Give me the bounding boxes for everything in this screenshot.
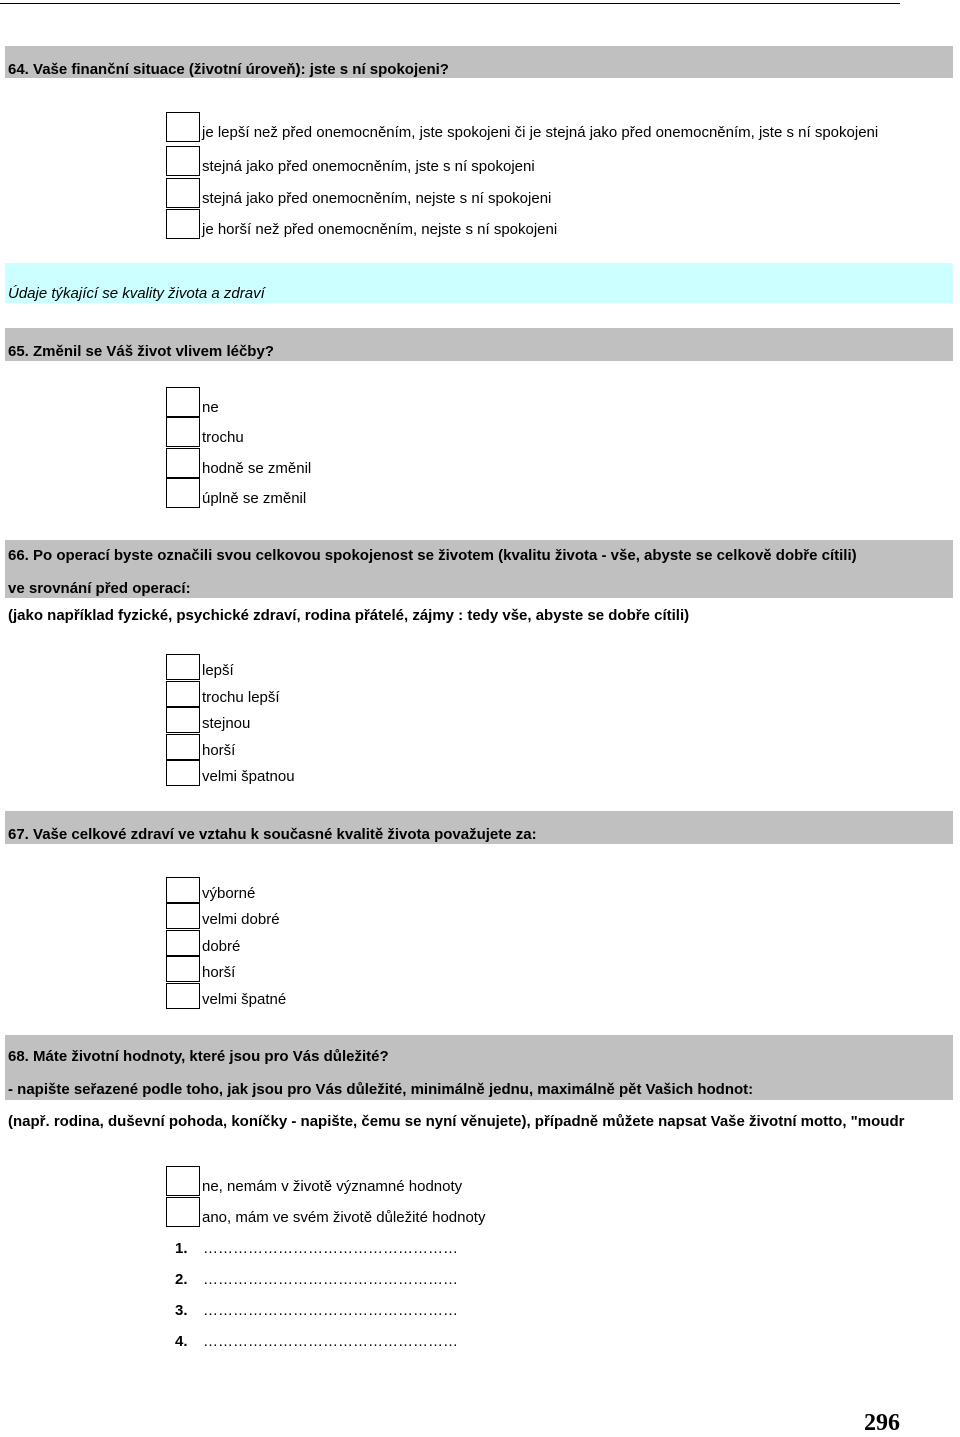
option-65-3[interactable] (166, 448, 926, 478)
question-subtitle-68: - napište seřazené podle toho, jak jsou pro Vás důležité, minimálně jednu, maximálně pět Vašich hodnot: (8, 1081, 754, 1098)
checkbox[interactable] (166, 1166, 200, 1196)
value-number: 1. (175, 1240, 188, 1257)
value-line-3[interactable] (175, 1302, 458, 1319)
checkbox[interactable] (166, 903, 200, 929)
option-label: velmi dobré (202, 911, 280, 928)
option-label: stejná jako před onemocněním, jste s ní spokojeni (202, 158, 535, 175)
option-label: ano, mám ve svém životě důležité hodnoty (202, 1209, 486, 1226)
checkbox[interactable] (166, 681, 200, 707)
option-label: hodně se změnil (202, 460, 312, 477)
question-title-64: 64. Vaše finanční situace (životní úroveň): jste s ní spokojeni? (8, 61, 449, 78)
option-label: úplně se změnil (202, 490, 307, 507)
option-64-4[interactable] (166, 209, 926, 239)
option-label: trochu lepší (202, 689, 280, 706)
option-label: výborné (202, 885, 256, 902)
top-rule (0, 3, 900, 4)
option-66-4[interactable] (166, 734, 926, 760)
checkbox[interactable] (166, 707, 200, 733)
question-note-66: (jako například fyzické, psychické zdraví, rodina přátelé, zájmy : tedy vše, abyste se dobře cítili) (8, 607, 690, 624)
option-label: velmi špatné (202, 991, 287, 1008)
checkbox[interactable] (166, 930, 200, 956)
option-label: dobré (202, 938, 241, 955)
value-dots: …………………………………………… (203, 1240, 458, 1257)
option-67-5[interactable] (166, 983, 926, 1009)
option-67-1[interactable] (166, 877, 926, 903)
option-68-1[interactable] (166, 1166, 926, 1196)
option-67-2[interactable] (166, 903, 926, 929)
checkbox[interactable] (166, 478, 200, 508)
checkbox[interactable] (166, 877, 200, 903)
checkbox[interactable] (166, 417, 200, 447)
option-label: horší (202, 742, 236, 759)
question-title-67: 67. Vaše celkové zdraví ve vztahu k současné kvalitě života považujete za: (8, 826, 537, 843)
option-67-4[interactable] (166, 956, 926, 982)
option-label: ne, nemám v životě významné hodnoty (202, 1178, 463, 1195)
checkbox[interactable] (166, 448, 200, 478)
option-label: ne (202, 399, 219, 416)
option-64-2[interactable] (166, 146, 926, 176)
checkbox[interactable] (166, 387, 200, 417)
option-66-5[interactable] (166, 760, 926, 786)
value-line-1[interactable] (175, 1240, 458, 1257)
page-number: 296 (864, 1410, 900, 1436)
question-title-65: 65. Změnil se Váš život vlivem léčby? (8, 343, 274, 360)
checkbox[interactable] (166, 760, 200, 786)
question-title-66: 66. Po operací byste označili svou celkovou spokojenost se životem (kvalitu života - vše, abyste se celkově dobře cítili) (8, 547, 857, 564)
question-note-68: (např. rodina, duševní pohoda, koníčky - napište, čemu se nyní věnujete), případně můžete napsat Vaše životní motto, "moudr (8, 1113, 905, 1130)
checkbox[interactable] (166, 734, 200, 760)
value-dots: …………………………………………… (203, 1333, 458, 1350)
value-dots: …………………………………………… (203, 1271, 458, 1288)
option-label: trochu (202, 429, 244, 446)
option-65-4[interactable] (166, 478, 926, 508)
option-label: lepší (202, 662, 234, 679)
option-68-2[interactable] (166, 1197, 926, 1227)
value-number: 2. (175, 1271, 188, 1288)
option-66-1[interactable] (166, 654, 926, 680)
question-title-68: 68. Máte životní hodnoty, které jsou pro Vás důležité? (8, 1048, 389, 1065)
option-66-3[interactable] (166, 707, 926, 733)
option-label: je horší než před onemocněním, nejste s ní spokojeni (202, 221, 558, 238)
value-dots: …………………………………………… (203, 1302, 458, 1319)
value-line-4[interactable] (175, 1333, 458, 1350)
option-64-1[interactable] (166, 112, 926, 142)
option-label: stejnou (202, 715, 251, 732)
option-66-2[interactable] (166, 681, 926, 707)
value-number: 3. (175, 1302, 188, 1319)
value-line-2[interactable] (175, 1271, 458, 1288)
option-label: horší (202, 964, 236, 981)
checkbox[interactable] (166, 983, 200, 1009)
option-64-3[interactable] (166, 178, 926, 208)
value-number: 4. (175, 1333, 188, 1350)
section-title: Údaje týkající se kvality života a zdraví (8, 285, 265, 302)
option-label: stejná jako před onemocněním, nejste s ní spokojeni (202, 190, 552, 207)
checkbox[interactable] (166, 1197, 200, 1227)
question-subtitle-66: ve srovnání před operací: (8, 580, 191, 597)
option-label: je lepší než před onemocněním, jste spokojeni či je stejná jako před onemocněním, jste s ní spokojeni (202, 124, 879, 141)
option-67-3[interactable] (166, 930, 926, 956)
checkbox[interactable] (166, 146, 200, 176)
checkbox[interactable] (166, 112, 200, 142)
option-65-1[interactable] (166, 387, 926, 417)
option-65-2[interactable] (166, 417, 926, 447)
option-label: velmi špatnou (202, 768, 295, 785)
checkbox[interactable] (166, 209, 200, 239)
checkbox[interactable] (166, 654, 200, 680)
checkbox[interactable] (166, 178, 200, 208)
checkbox[interactable] (166, 956, 200, 982)
